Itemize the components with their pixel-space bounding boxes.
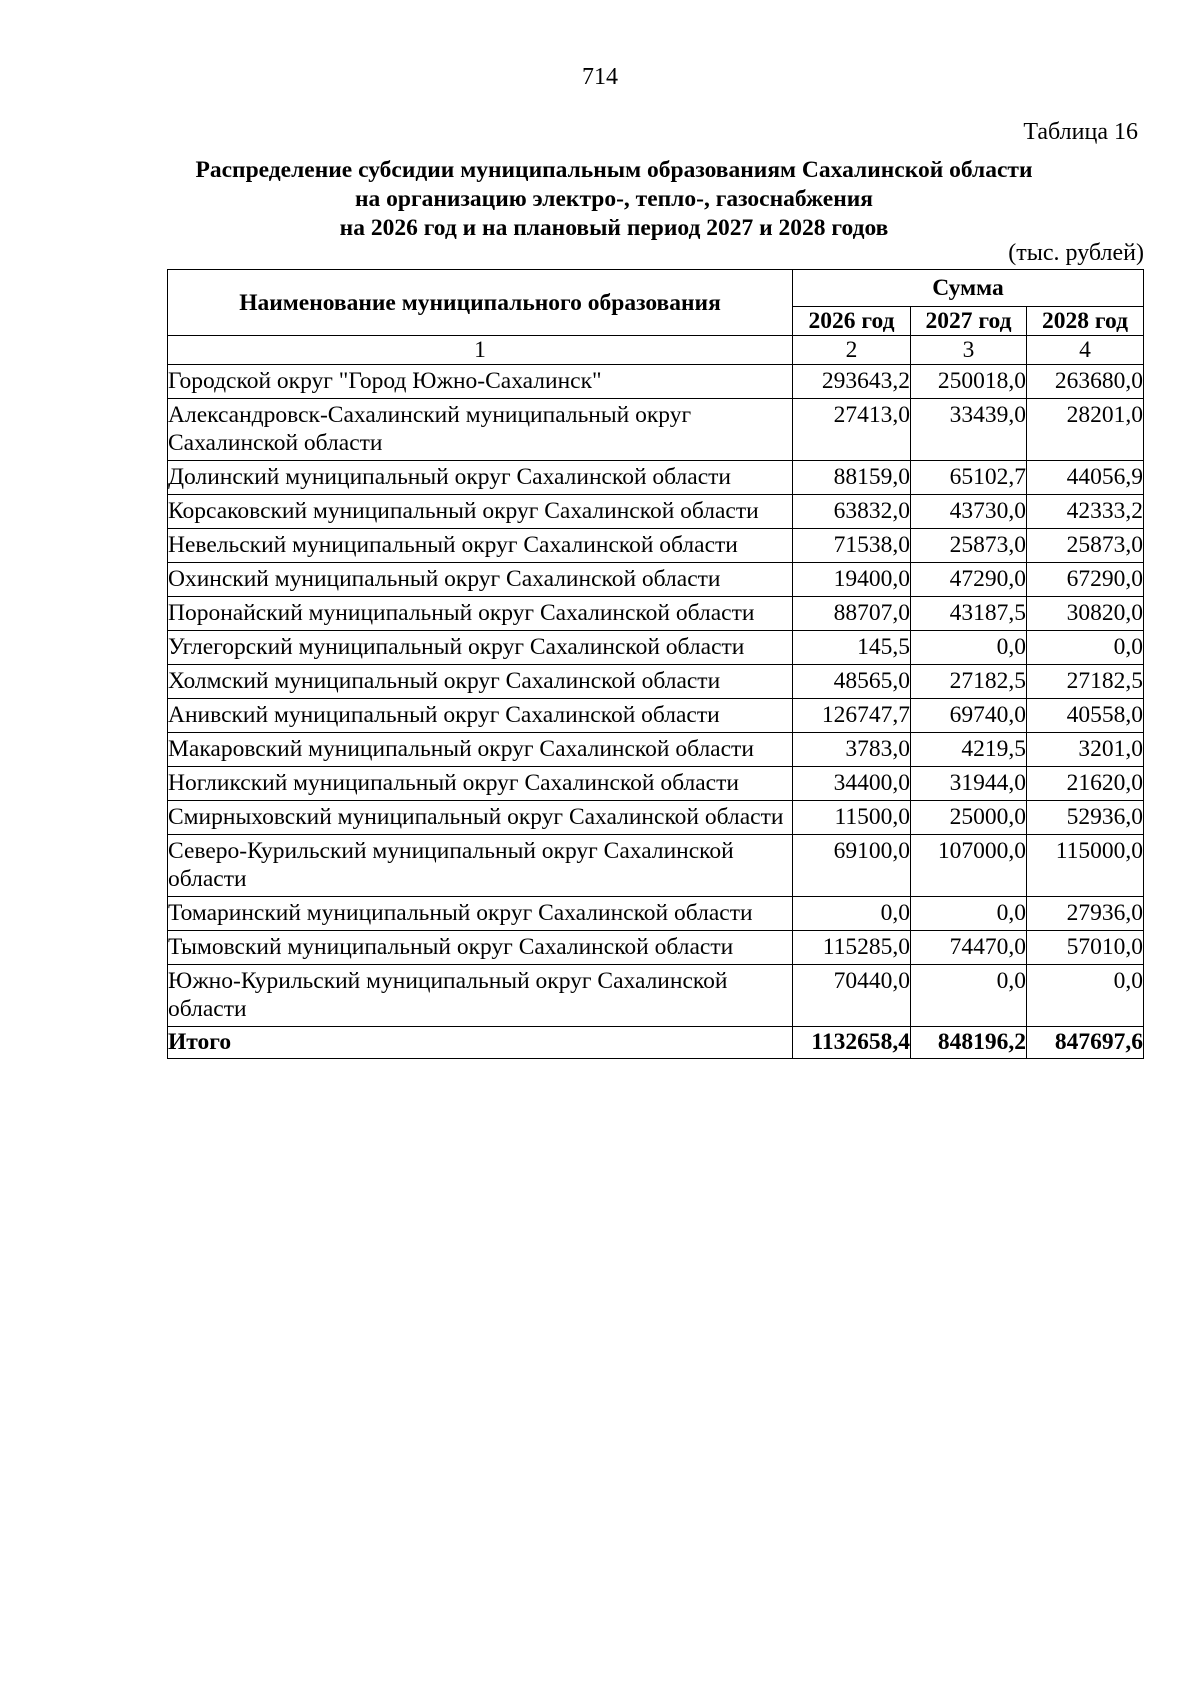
amount-2027: 27182,5 [911,665,1027,699]
amount-2026: 71538,0 [793,529,911,563]
amount-2028: 25873,0 [1027,529,1144,563]
amount-2026: 27413,0 [793,399,911,461]
column-index: 3 [911,336,1027,365]
amount-2027: 0,0 [911,897,1027,931]
amount-2026: 19400,0 [793,563,911,597]
amount-2028: 30820,0 [1027,597,1144,631]
table-row [168,399,1144,461]
municipality-name: Томаринский муниципальный округ Сахалинской области [168,897,793,931]
table-row [168,495,1144,529]
table-label: Таблица 16 [1023,119,1138,145]
amount-2026: 145,5 [793,631,911,665]
amount-2027: 43730,0 [911,495,1027,529]
table-row [168,801,1144,835]
table-row [168,965,1144,1027]
municipality-name: Поронайский муниципальный округ Сахалинской области [168,597,793,631]
amount-2026: 48565,0 [793,665,911,699]
amount-2028: 57010,0 [1027,931,1144,965]
amount-2028: 263680,0 [1027,365,1144,399]
column-index: 1 [168,336,793,365]
amount-2028: 3201,0 [1027,733,1144,767]
amount-2026: 11500,0 [793,801,911,835]
table-row [168,767,1144,801]
amount-2026: 126747,7 [793,699,911,733]
amount-2028: 67290,0 [1027,563,1144,597]
table-body [168,365,1144,1059]
amount-2028: 0,0 [1027,631,1144,665]
municipality-name: Охинский муниципальный округ Сахалинской области [168,563,793,597]
table-row [168,461,1144,495]
title-line-2: на организацию электро-, тепло-, газоснабжения [354,186,874,212]
amount-2027: 25000,0 [911,801,1027,835]
table-row [168,835,1144,897]
total-2026: 1132658,4 [793,1027,911,1059]
table-row [168,931,1144,965]
amount-2028: 40558,0 [1027,699,1144,733]
column-index: 2 [793,336,911,365]
amount-2026: 88707,0 [793,597,911,631]
amount-2027: 250018,0 [911,365,1027,399]
amount-2027: 4219,5 [911,733,1027,767]
amount-2027: 33439,0 [911,399,1027,461]
table-row [168,897,1144,931]
total-2028: 847697,6 [1027,1027,1144,1059]
amount-2028: 21620,0 [1027,767,1144,801]
header-year-2026: 2026 год [793,307,911,336]
amount-2028: 115000,0 [1027,835,1144,897]
amount-2026: 115285,0 [793,931,911,965]
table-row [168,597,1144,631]
table-row [168,563,1144,597]
amount-2027: 0,0 [911,965,1027,1027]
amount-2027: 47290,0 [911,563,1027,597]
amount-2026: 70440,0 [793,965,911,1027]
amount-2028: 0,0 [1027,965,1144,1027]
amount-2028: 28201,0 [1027,399,1144,461]
amount-2027: 74470,0 [911,931,1027,965]
amount-2028: 27182,5 [1027,665,1144,699]
municipality-name: Холмский муниципальный округ Сахалинской области [168,665,793,699]
municipality-name: Смирныховский муниципальный округ Сахалинской области [168,801,793,835]
total-row [168,1027,1144,1059]
subsidy-table [167,269,1144,1059]
table-row [168,699,1144,733]
amount-2027: 31944,0 [911,767,1027,801]
municipality-name: Южно-Курильский муниципальный округ Сахалинской области [168,965,793,1027]
table-row [168,733,1144,767]
amount-2026: 0,0 [793,897,911,931]
amount-2028: 44056,9 [1027,461,1144,495]
municipality-name: Ногликский муниципальный округ Сахалинской области [168,767,793,801]
amount-2027: 43187,5 [911,597,1027,631]
table-row [168,665,1144,699]
table-row [168,529,1144,563]
municipality-name: Тымовский муниципальный округ Сахалинской области [168,931,793,965]
amount-2026: 63832,0 [793,495,911,529]
amount-2028: 42333,2 [1027,495,1144,529]
amount-2026: 293643,2 [793,365,911,399]
amount-2026: 69100,0 [793,835,911,897]
total-2027: 848196,2 [911,1027,1027,1059]
municipality-name: Невельский муниципальный округ Сахалинской области [168,529,793,563]
table-row [168,365,1144,399]
title-line-3: на 2026 год и на плановый период 2027 и 2028 годов [339,215,889,241]
amount-2027: 25873,0 [911,529,1027,563]
amount-2027: 0,0 [911,631,1027,665]
amount-2027: 65102,7 [911,461,1027,495]
municipality-name: Долинский муниципальный округ Сахалинской области [168,461,793,495]
amount-2027: 69740,0 [911,699,1027,733]
header-year-2028: 2028 год [1027,307,1144,336]
column-index: 4 [1027,336,1144,365]
amount-2028: 52936,0 [1027,801,1144,835]
document-title [168,156,1060,243]
amount-2026: 34400,0 [793,767,911,801]
header-sum-group: Сумма [793,270,1144,307]
municipality-name: Макаровский муниципальный округ Сахалинской области [168,733,793,767]
amount-2026: 3783,0 [793,733,911,767]
amount-2028: 27936,0 [1027,897,1144,931]
title-line-1: Распределение субсидии муниципальным образованиям Сахалинской области [195,157,1033,183]
municipality-name: Корсаковский муниципальный округ Сахалинской области [168,495,793,529]
municipality-name: Северо-Курильский муниципальный округ Сахалинской области [168,835,793,897]
total-label: Итого [168,1027,793,1059]
municipality-name: Городской округ "Город Южно-Сахалинск" [168,365,793,399]
amount-2027: 107000,0 [911,835,1027,897]
units-label: (тыс. рублей) [1008,240,1144,266]
page-number: 714 [582,64,618,90]
amount-2026: 88159,0 [793,461,911,495]
table-row [168,631,1144,665]
header-name-col: Наименование муниципального образования [168,270,793,336]
header-year-2027: 2027 год [911,307,1027,336]
municipality-name: Углегорский муниципальный округ Сахалинской области [168,631,793,665]
municipality-name: Александровск-Сахалинский муниципальный округ Сахалинской области [168,399,793,461]
municipality-name: Анивский муниципальный округ Сахалинской области [168,699,793,733]
